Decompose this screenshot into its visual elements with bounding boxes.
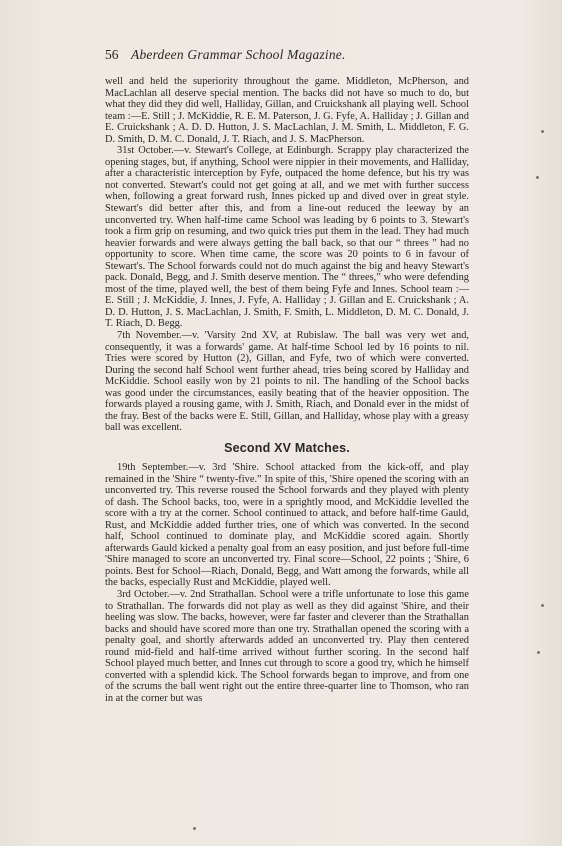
paper-speck	[193, 827, 196, 830]
paragraph-3rd-shire: 19th September.—v. 3rd 'Shire. School attacked from the kick-off, and play remained in the 'Shire “ twenty-five.” In spite of this, 'Shire opened the scoring with an unconverted try. This reverse roused the School forwards and they played with plenty of dash. The School backs, too, were in a sprightly mood, and McKiddie levelled the score with a try at the corner. School continued to attack, and before half-time Gauld, Rust, and McKiddie added further tries, one of which was converted. In the second half, School continued to dominate play, and McKiddie scored again. Shortly afterwards Gauld kicked a penalty goal from an easy position, and just before full-time 'Shire managed to score an unconverted try. Final score—School, 22 points ; 'Shire, 6 points. Best for School—Riach, Donald, Begg, and Watt among the forwards, while all the backs, especially Rust and McKiddie, played well.	[105, 461, 469, 589]
paper-speck	[541, 604, 544, 607]
article-body	[105, 76, 469, 704]
paragraph-stewarts-college: 31st October.—v. Stewart's College, at Edinburgh. Scrappy play characterized the opening stages, but, if anything, School were nippier in their movements, and Halliday, after a characteristic interception by Fyfe, outpaced the home defence, but his try was not converted. Stewart's could not get going at all, and we met with further success when, following a great forward rush, Innes picked up and dived over in great style. Stewart's did better after this, and from a line-out reduced the leeway by an unconverted try. When half-time came School was leading by 6 points to 3. Stewart's took a firm grip on resuming, and two quick tries put them in the lead. They had much heavier forwards and were always getting the ball back, so that our “ threes ” had no opportunity to score. When time came, the score was 20 points to 6 in favour of Stewart's. The School forwards could not do much against the big and heavy Stewart's pack. Donald, Begg, and J. Smith deserve mention. The “ threes,” who were defending most of the time, played well, the best of them being Fyfe and Innes. School team :—E. Still ; J. McKiddie, J. Innes, J. Fyfe, A. Halliday ; J. Gillan and E. Cruickshank ; A. D. D. Hutton, J. S. MacLachlan, J. Smith, F. Smith, L. Middleton, D. M. C. Donald, J. T. Riach, D. Begg.	[105, 145, 469, 330]
paper-speck	[537, 651, 540, 654]
paragraph-first-xv-continuation: well and held the superiority throughout the game. Middleton, McPherson, and MacLachlan all deserve special mention. The backs did not have so much to do, but what they did they did well, Halliday, Gillan, and Cruickshank all playing well. School team :—E. Still ; J. McKiddie, R. E. M. Paterson, J. G. Fyfe, A. Halliday ; J. Gillan and E. Cruickshank ; A. D. D. Hutton, J. S. MacLachlan, J. M. Smith, L. Middleton, F. G. D. Smith, D. M. C. Donald, J. T. Riach, and J. S. MacPherson.	[105, 76, 469, 145]
paragraph-varsity-2nd-xv: 7th November.—v. 'Varsity 2nd XV, at Rubislaw. The ball was very wet and, consequently, it was a forwards' game. At half-time School led by 16 points to nil. Tries were scored by Hutton (2), Gillan, and Fyfe, two of which were converted. During the second half School went further ahead, tries being scored by Halliday and McKiddie. School easily won by 21 points to nil. The handling of the School backs was good under the circumstances, easily beating that of the heavier opposition. The forwards played a rousing game, with J. Smith, Riach, and Donald ever in the midst of the fray. Best of the backs were E. Still, Gillan, and Halliday, whose play with a greasy ball was excellent.	[105, 330, 469, 434]
page-header	[105, 47, 465, 65]
paper-speck	[536, 176, 539, 179]
paper-speck	[541, 130, 544, 133]
page-number: 56	[105, 47, 119, 62]
section-heading: Second XV Matches.	[224, 440, 350, 455]
paragraph-2nd-strathallan: 3rd October.—v. 2nd Strathallan. School were a trifle unfortunate to lose this game to Strathallan. The forwards did not play as well as they did against 'Shire, and their heeling was slow. The backs, however, were far faster and cleverer than the Strathallan backs and should have scored more than one try. Strathallan opened the scoring with a penalty goal, and shortly afterwards added an unconverted try. Play then centered round mid-field and half-time arrived without further scoring. In the second half School played much better, and Innes cut through to score a good try, which he himself converted with a splendid kick. The School forwards began to improve, and from one of the scrums the ball went right out the entire three-quarter line to Thomson, who ran in at the corner but was	[105, 588, 469, 704]
journal-title: Aberdeen Grammar School Magazine.	[131, 47, 346, 62]
